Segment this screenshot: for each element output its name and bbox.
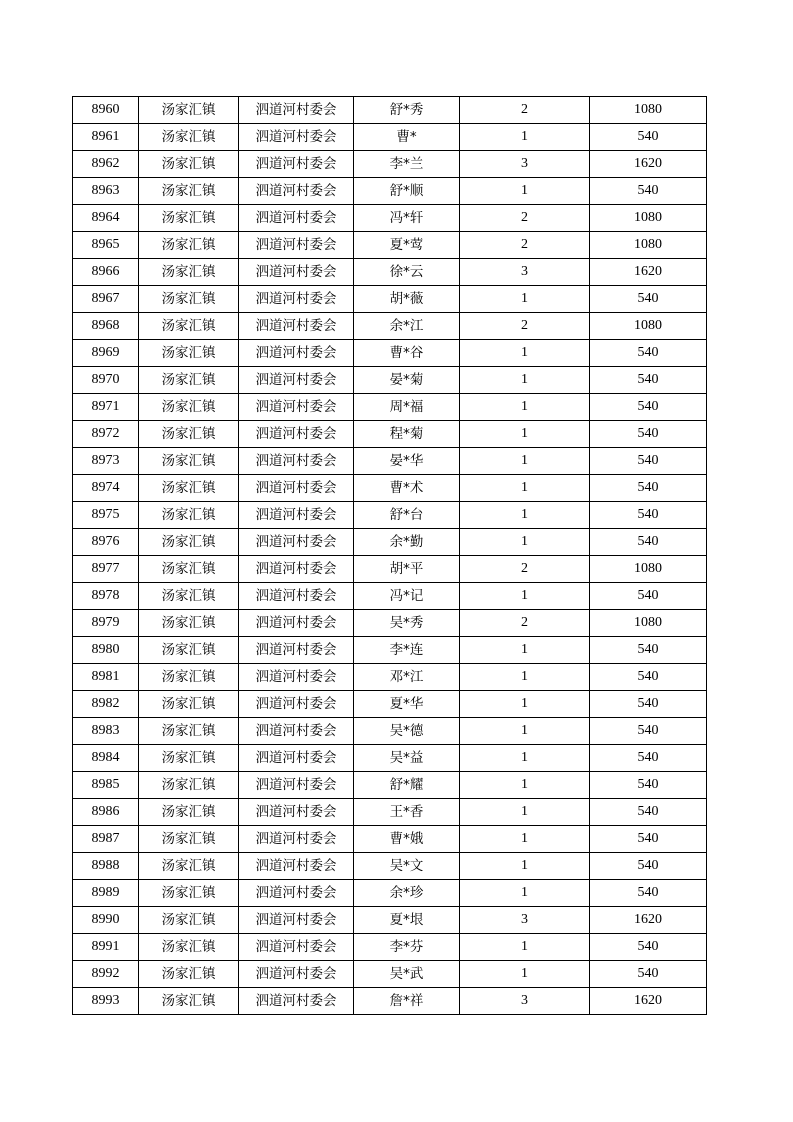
amount-cell: 540 xyxy=(590,367,707,394)
count-cell: 1 xyxy=(460,475,590,502)
count-cell: 1 xyxy=(460,691,590,718)
table-row xyxy=(73,772,707,799)
person-name-cell: 舒*顺 xyxy=(354,178,460,205)
roster-table xyxy=(72,96,707,1015)
town-cell: 汤家汇镇 xyxy=(139,421,239,448)
serial-number-cell: 8989 xyxy=(73,880,139,907)
person-name-cell: 冯*记 xyxy=(354,583,460,610)
amount-cell: 540 xyxy=(590,826,707,853)
count-cell: 1 xyxy=(460,961,590,988)
table-row xyxy=(73,718,707,745)
person-name-cell: 曹* xyxy=(354,124,460,151)
town-cell: 汤家汇镇 xyxy=(139,799,239,826)
town-cell: 汤家汇镇 xyxy=(139,556,239,583)
village-cell: 泗道河村委会 xyxy=(239,151,354,178)
town-cell: 汤家汇镇 xyxy=(139,502,239,529)
person-name-cell: 吴*秀 xyxy=(354,610,460,637)
table-row xyxy=(73,394,707,421)
serial-number-cell: 8993 xyxy=(73,988,139,1015)
village-cell: 泗道河村委会 xyxy=(239,556,354,583)
count-cell: 2 xyxy=(460,232,590,259)
town-cell: 汤家汇镇 xyxy=(139,853,239,880)
table-row xyxy=(73,232,707,259)
village-cell: 泗道河村委会 xyxy=(239,205,354,232)
serial-number-cell: 8976 xyxy=(73,529,139,556)
table-row xyxy=(73,97,707,124)
town-cell: 汤家汇镇 xyxy=(139,961,239,988)
count-cell: 1 xyxy=(460,502,590,529)
count-cell: 2 xyxy=(460,313,590,340)
amount-cell: 540 xyxy=(590,934,707,961)
serial-number-cell: 8990 xyxy=(73,907,139,934)
person-name-cell: 吴*文 xyxy=(354,853,460,880)
table-row xyxy=(73,475,707,502)
village-cell: 泗道河村委会 xyxy=(239,421,354,448)
serial-number-cell: 8962 xyxy=(73,151,139,178)
amount-cell: 540 xyxy=(590,178,707,205)
table-row xyxy=(73,961,707,988)
serial-number-cell: 8984 xyxy=(73,745,139,772)
town-cell: 汤家汇镇 xyxy=(139,988,239,1015)
table-row xyxy=(73,907,707,934)
village-cell: 泗道河村委会 xyxy=(239,934,354,961)
village-cell: 泗道河村委会 xyxy=(239,97,354,124)
town-cell: 汤家汇镇 xyxy=(139,448,239,475)
table-row xyxy=(73,826,707,853)
town-cell: 汤家汇镇 xyxy=(139,394,239,421)
person-name-cell: 晏*华 xyxy=(354,448,460,475)
town-cell: 汤家汇镇 xyxy=(139,880,239,907)
amount-cell: 1620 xyxy=(590,988,707,1015)
village-cell: 泗道河村委会 xyxy=(239,610,354,637)
town-cell: 汤家汇镇 xyxy=(139,124,239,151)
person-name-cell: 夏*华 xyxy=(354,691,460,718)
amount-cell: 1080 xyxy=(590,97,707,124)
serial-number-cell: 8974 xyxy=(73,475,139,502)
count-cell: 1 xyxy=(460,664,590,691)
count-cell: 1 xyxy=(460,772,590,799)
table-row xyxy=(73,448,707,475)
amount-cell: 540 xyxy=(590,853,707,880)
village-cell: 泗道河村委会 xyxy=(239,853,354,880)
count-cell: 2 xyxy=(460,97,590,124)
person-name-cell: 徐*云 xyxy=(354,259,460,286)
town-cell: 汤家汇镇 xyxy=(139,610,239,637)
person-name-cell: 曹*术 xyxy=(354,475,460,502)
person-name-cell: 余*江 xyxy=(354,313,460,340)
table-row xyxy=(73,259,707,286)
table-row xyxy=(73,880,707,907)
count-cell: 1 xyxy=(460,745,590,772)
table-row xyxy=(73,637,707,664)
table-row xyxy=(73,286,707,313)
serial-number-cell: 8965 xyxy=(73,232,139,259)
count-cell: 1 xyxy=(460,367,590,394)
count-cell: 1 xyxy=(460,934,590,961)
town-cell: 汤家汇镇 xyxy=(139,313,239,340)
town-cell: 汤家汇镇 xyxy=(139,691,239,718)
person-name-cell: 胡*平 xyxy=(354,556,460,583)
village-cell: 泗道河村委会 xyxy=(239,637,354,664)
person-name-cell: 舒*台 xyxy=(354,502,460,529)
person-name-cell: 余*勤 xyxy=(354,529,460,556)
town-cell: 汤家汇镇 xyxy=(139,718,239,745)
person-name-cell: 詹*祥 xyxy=(354,988,460,1015)
count-cell: 1 xyxy=(460,718,590,745)
town-cell: 汤家汇镇 xyxy=(139,367,239,394)
person-name-cell: 吴*益 xyxy=(354,745,460,772)
amount-cell: 540 xyxy=(590,529,707,556)
amount-cell: 540 xyxy=(590,718,707,745)
amount-cell: 540 xyxy=(590,745,707,772)
amount-cell: 1620 xyxy=(590,907,707,934)
village-cell: 泗道河村委会 xyxy=(239,529,354,556)
amount-cell: 540 xyxy=(590,637,707,664)
table-row xyxy=(73,151,707,178)
amount-cell: 1080 xyxy=(590,313,707,340)
serial-number-cell: 8964 xyxy=(73,205,139,232)
serial-number-cell: 8960 xyxy=(73,97,139,124)
person-name-cell: 余*珍 xyxy=(354,880,460,907)
amount-cell: 540 xyxy=(590,772,707,799)
person-name-cell: 李*兰 xyxy=(354,151,460,178)
serial-number-cell: 8988 xyxy=(73,853,139,880)
amount-cell: 540 xyxy=(590,448,707,475)
table-row xyxy=(73,799,707,826)
count-cell: 1 xyxy=(460,178,590,205)
person-name-cell: 吴*武 xyxy=(354,961,460,988)
person-name-cell: 邓*江 xyxy=(354,664,460,691)
person-name-cell: 李*芬 xyxy=(354,934,460,961)
village-cell: 泗道河村委会 xyxy=(239,799,354,826)
village-cell: 泗道河村委会 xyxy=(239,313,354,340)
village-cell: 泗道河村委会 xyxy=(239,178,354,205)
serial-number-cell: 8961 xyxy=(73,124,139,151)
person-name-cell: 曹*谷 xyxy=(354,340,460,367)
person-name-cell: 胡*薇 xyxy=(354,286,460,313)
table-row xyxy=(73,853,707,880)
table-row xyxy=(73,691,707,718)
town-cell: 汤家汇镇 xyxy=(139,475,239,502)
town-cell: 汤家汇镇 xyxy=(139,637,239,664)
amount-cell: 540 xyxy=(590,583,707,610)
serial-number-cell: 8981 xyxy=(73,664,139,691)
serial-number-cell: 8978 xyxy=(73,583,139,610)
village-cell: 泗道河村委会 xyxy=(239,259,354,286)
town-cell: 汤家汇镇 xyxy=(139,907,239,934)
table-row xyxy=(73,340,707,367)
count-cell: 3 xyxy=(460,151,590,178)
amount-cell: 1620 xyxy=(590,259,707,286)
village-cell: 泗道河村委会 xyxy=(239,745,354,772)
person-name-cell: 夏*垠 xyxy=(354,907,460,934)
village-cell: 泗道河村委会 xyxy=(239,907,354,934)
roster-body xyxy=(73,97,707,1015)
table-row xyxy=(73,502,707,529)
person-name-cell: 王*香 xyxy=(354,799,460,826)
village-cell: 泗道河村委会 xyxy=(239,340,354,367)
count-cell: 1 xyxy=(460,637,590,664)
table-row xyxy=(73,124,707,151)
town-cell: 汤家汇镇 xyxy=(139,529,239,556)
town-cell: 汤家汇镇 xyxy=(139,826,239,853)
count-cell: 3 xyxy=(460,988,590,1015)
serial-number-cell: 8967 xyxy=(73,286,139,313)
count-cell: 1 xyxy=(460,529,590,556)
count-cell: 1 xyxy=(460,421,590,448)
amount-cell: 1080 xyxy=(590,556,707,583)
village-cell: 泗道河村委会 xyxy=(239,772,354,799)
count-cell: 1 xyxy=(460,448,590,475)
table-row xyxy=(73,745,707,772)
amount-cell: 540 xyxy=(590,691,707,718)
serial-number-cell: 8969 xyxy=(73,340,139,367)
town-cell: 汤家汇镇 xyxy=(139,205,239,232)
table-row xyxy=(73,205,707,232)
count-cell: 1 xyxy=(460,340,590,367)
town-cell: 汤家汇镇 xyxy=(139,664,239,691)
serial-number-cell: 8968 xyxy=(73,313,139,340)
table-row xyxy=(73,934,707,961)
person-name-cell: 晏*菊 xyxy=(354,367,460,394)
amount-cell: 540 xyxy=(590,664,707,691)
table-row xyxy=(73,664,707,691)
village-cell: 泗道河村委会 xyxy=(239,124,354,151)
town-cell: 汤家汇镇 xyxy=(139,583,239,610)
person-name-cell: 夏*莺 xyxy=(354,232,460,259)
village-cell: 泗道河村委会 xyxy=(239,367,354,394)
amount-cell: 540 xyxy=(590,124,707,151)
person-name-cell: 吴*德 xyxy=(354,718,460,745)
serial-number-cell: 8970 xyxy=(73,367,139,394)
table-row xyxy=(73,178,707,205)
amount-cell: 540 xyxy=(590,394,707,421)
village-cell: 泗道河村委会 xyxy=(239,232,354,259)
village-cell: 泗道河村委会 xyxy=(239,448,354,475)
amount-cell: 540 xyxy=(590,961,707,988)
serial-number-cell: 8977 xyxy=(73,556,139,583)
village-cell: 泗道河村委会 xyxy=(239,583,354,610)
town-cell: 汤家汇镇 xyxy=(139,232,239,259)
town-cell: 汤家汇镇 xyxy=(139,340,239,367)
serial-number-cell: 8980 xyxy=(73,637,139,664)
serial-number-cell: 8971 xyxy=(73,394,139,421)
count-cell: 1 xyxy=(460,394,590,421)
amount-cell: 540 xyxy=(590,502,707,529)
count-cell: 3 xyxy=(460,259,590,286)
village-cell: 泗道河村委会 xyxy=(239,691,354,718)
person-name-cell: 曹*娥 xyxy=(354,826,460,853)
count-cell: 1 xyxy=(460,799,590,826)
village-cell: 泗道河村委会 xyxy=(239,394,354,421)
village-cell: 泗道河村委会 xyxy=(239,988,354,1015)
amount-cell: 1620 xyxy=(590,151,707,178)
count-cell: 1 xyxy=(460,826,590,853)
amount-cell: 540 xyxy=(590,475,707,502)
town-cell: 汤家汇镇 xyxy=(139,745,239,772)
serial-number-cell: 8975 xyxy=(73,502,139,529)
serial-number-cell: 8979 xyxy=(73,610,139,637)
table-row xyxy=(73,421,707,448)
village-cell: 泗道河村委会 xyxy=(239,718,354,745)
amount-cell: 1080 xyxy=(590,232,707,259)
town-cell: 汤家汇镇 xyxy=(139,178,239,205)
table-row xyxy=(73,529,707,556)
village-cell: 泗道河村委会 xyxy=(239,286,354,313)
table-row xyxy=(73,610,707,637)
town-cell: 汤家汇镇 xyxy=(139,97,239,124)
amount-cell: 1080 xyxy=(590,205,707,232)
village-cell: 泗道河村委会 xyxy=(239,961,354,988)
count-cell: 2 xyxy=(460,205,590,232)
count-cell: 2 xyxy=(460,556,590,583)
serial-number-cell: 8983 xyxy=(73,718,139,745)
town-cell: 汤家汇镇 xyxy=(139,151,239,178)
count-cell: 1 xyxy=(460,286,590,313)
amount-cell: 540 xyxy=(590,880,707,907)
person-name-cell: 舒*耀 xyxy=(354,772,460,799)
serial-number-cell: 8991 xyxy=(73,934,139,961)
table-row xyxy=(73,583,707,610)
serial-number-cell: 8986 xyxy=(73,799,139,826)
amount-cell: 540 xyxy=(590,286,707,313)
table-row xyxy=(73,556,707,583)
village-cell: 泗道河村委会 xyxy=(239,475,354,502)
table-row xyxy=(73,988,707,1015)
count-cell: 1 xyxy=(460,880,590,907)
person-name-cell: 冯*轩 xyxy=(354,205,460,232)
serial-number-cell: 8992 xyxy=(73,961,139,988)
count-cell: 1 xyxy=(460,124,590,151)
person-name-cell: 舒*秀 xyxy=(354,97,460,124)
table-row xyxy=(73,313,707,340)
table-row xyxy=(73,367,707,394)
person-name-cell: 李*连 xyxy=(354,637,460,664)
village-cell: 泗道河村委会 xyxy=(239,664,354,691)
serial-number-cell: 8982 xyxy=(73,691,139,718)
person-name-cell: 周*福 xyxy=(354,394,460,421)
amount-cell: 540 xyxy=(590,340,707,367)
count-cell: 3 xyxy=(460,907,590,934)
amount-cell: 540 xyxy=(590,799,707,826)
serial-number-cell: 8963 xyxy=(73,178,139,205)
amount-cell: 540 xyxy=(590,421,707,448)
town-cell: 汤家汇镇 xyxy=(139,286,239,313)
count-cell: 1 xyxy=(460,853,590,880)
village-cell: 泗道河村委会 xyxy=(239,826,354,853)
serial-number-cell: 8985 xyxy=(73,772,139,799)
serial-number-cell: 8987 xyxy=(73,826,139,853)
count-cell: 2 xyxy=(460,610,590,637)
serial-number-cell: 8973 xyxy=(73,448,139,475)
village-cell: 泗道河村委会 xyxy=(239,880,354,907)
serial-number-cell: 8972 xyxy=(73,421,139,448)
town-cell: 汤家汇镇 xyxy=(139,772,239,799)
count-cell: 1 xyxy=(460,583,590,610)
person-name-cell: 程*菊 xyxy=(354,421,460,448)
village-cell: 泗道河村委会 xyxy=(239,502,354,529)
amount-cell: 1080 xyxy=(590,610,707,637)
town-cell: 汤家汇镇 xyxy=(139,934,239,961)
town-cell: 汤家汇镇 xyxy=(139,259,239,286)
serial-number-cell: 8966 xyxy=(73,259,139,286)
